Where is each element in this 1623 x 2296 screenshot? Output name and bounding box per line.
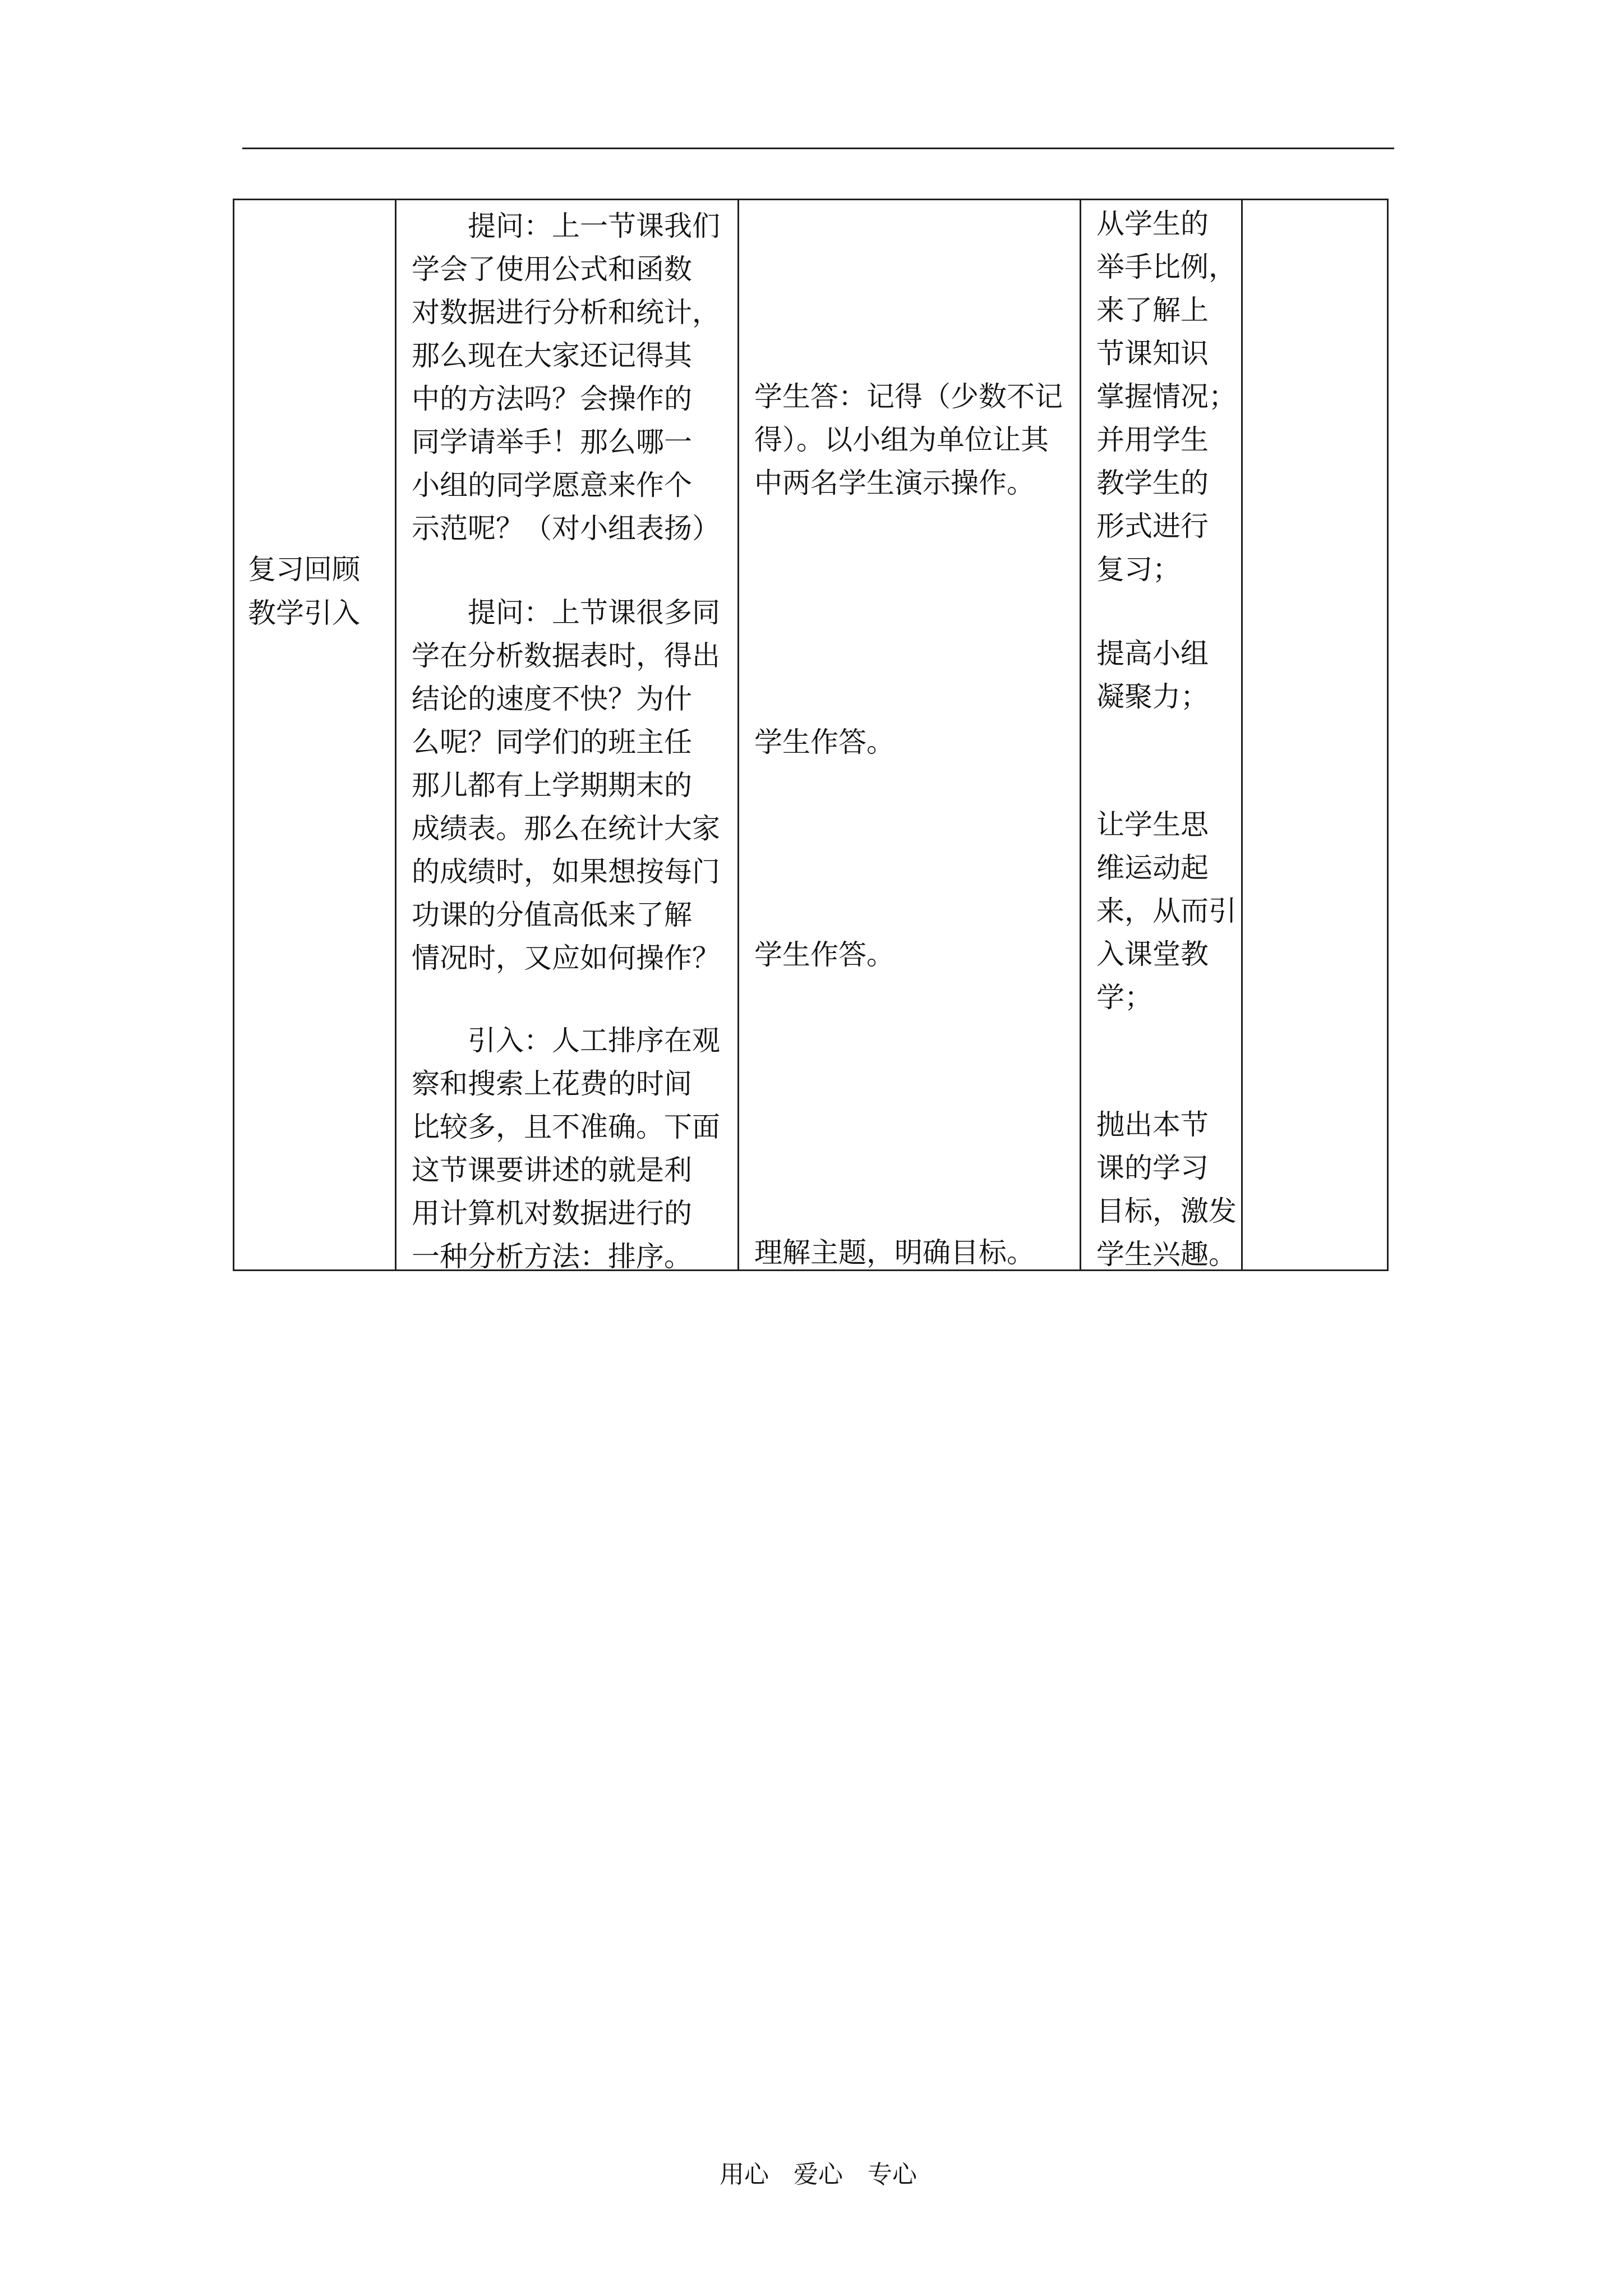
teacher-introduction: [412, 1019, 720, 1278]
column-divider: [1241, 200, 1243, 1269]
lesson-table: [233, 199, 1389, 1271]
intent-1: 从学生的 举手比例， 来了解上 节课知识 掌握情况； 并用学生 教学生的 形式进行 复习；: [1096, 208, 1237, 586]
student-answer-1: 学生答：记得（少数不记 得）。以小组为单位让其 中两名学生演示操作。: [754, 380, 1063, 499]
column-divider: [1080, 200, 1081, 1269]
student-answer-4: 理解主题，明确目标。: [754, 1236, 1035, 1269]
intent-4: 抛出本节 课的学习 目标，激发 学生兴趣。: [1096, 1108, 1237, 1271]
teacher-question-2: [412, 591, 720, 980]
page-footer: 用心 爱心 专心: [720, 2160, 917, 2189]
teacher-introduction-text: 引入：人工排序在观 察和搜索上花费的时间 比较多，且不准确。下面 这节课要讲述的就是利 用计算机对数据进行的 一种分析方法：排序。: [412, 1024, 720, 1273]
teacher-question-2-text: 提问：上节课很多同 学在分析数据表时，得出 结论的速度不快？为什 么呢？同学们的班主任 那儿都有上学期期末的 成绩表。那么在统计大家 的成绩时，如果想按每门 功课的分值高低来了解 情况时，又应如何操作？: [412, 596, 720, 974]
column-divider: [737, 200, 739, 1269]
intent-3: 让学生思 维运动起 来，从而引 入课堂教 学；: [1096, 808, 1237, 1014]
teacher-question-1-text: 提问：上一节课我们 学会了使用公式和函数 对数据进行分析和统计， 那么现在大家还记得其 中的方法吗？会操作的 同学请举手！那么哪一 小组的同学愿意来作个 示范呢？（对小组表扬）: [412, 210, 720, 545]
student-answer-3: 学生作答。: [754, 938, 895, 971]
column-divider: [395, 200, 396, 1269]
teacher-question-1: [412, 205, 720, 550]
section-label: 复习回顾 教学引入: [248, 553, 360, 629]
intent-2: 提高小组 凝聚力；: [1096, 637, 1209, 713]
student-answer-2: 学生作答。: [754, 726, 895, 758]
header-rule: [242, 148, 1394, 149]
